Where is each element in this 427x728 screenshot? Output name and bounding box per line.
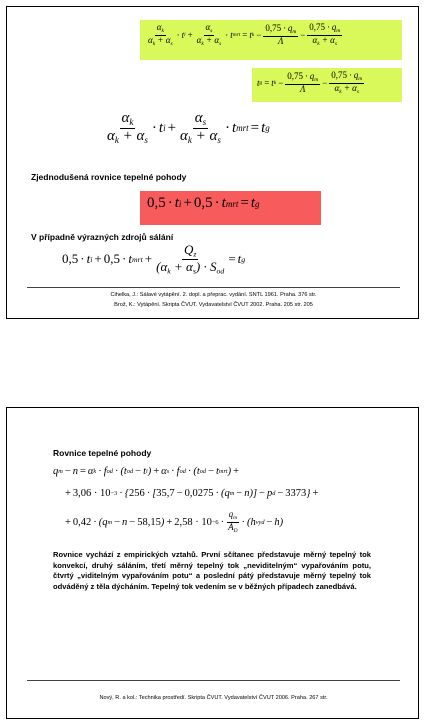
formula-simplified: 0,5 · t i + 0,5 · t mrt = t g xyxy=(147,195,260,211)
reference-cihelka: Cihelka, J.: Sálavé vytápění. 2. dopl. a přeprac. vydání. SNTL 1961. Praha. 376 str. xyxy=(110,292,317,298)
reference-divider xyxy=(27,287,400,288)
references-slide-1 xyxy=(7,290,420,310)
slide-2-paragraph: Rovnice vychází z empirických vztahů. První sčítanec představuje měrný tepelný tok konvekcí, druhý sáláním, třetí měrný tepelný tok „neviditelným“ vypařováním potu, čtvrtý „viditelným vypařováním potu“ a poslední pátý představuje měrný tepelný tok odváděný z těla dýcháním. Tepelný tok vedením se v běžných případech zanedbává. xyxy=(53,550,371,592)
reference-novy: Nový, R. a kol.: Technika prostředí. Skripta ČVUT. Vydavatelství ČVUT 2006. Praha. 267 str. xyxy=(99,695,328,701)
formula-heat-balance-line-3: + 0,42 · (q m − n − 58,15 ) + 2,58 · 10 −6 · $\frac{q_m}{A_D}$ · (h vyd − h) xyxy=(65,509,284,534)
formula-heat-balance-line-2: + 3,06 · 10 −3 · { 256 · [ 35,7 − 0,0275 · (q m − n)] − p d − 3373 } + xyxy=(65,488,319,499)
reference-divider-2 xyxy=(27,680,400,681)
formula-tg: t g = t k − $\frac{0,75 \cdot q_m}{\Lambda}$ − $\frac{0,75 \cdot q_m}{\alpha_k + \alpha_s}$ xyxy=(257,70,363,95)
formula-general-tk: $\frac{\alpha_k}{\alpha_k + \alpha_s}$ · t i + $\frac{\alpha_s}{\alpha_k + \alpha_s}$ · t mrt = t k − $\frac{0,75 \cdot q_m}{\Lambda}$ − $\frac{0,75 \cdot q_m}{\alpha_k + \alpha_s}$ xyxy=(148,22,341,47)
slide-2 xyxy=(6,407,419,719)
formula-radiation: 0,5 · t i + 0,5 · t mrt + $\frac{Q_z}{(\alpha_k + \alpha_s) \cdot S_{od}}$ = t g xyxy=(62,242,246,276)
formula-heat-balance-line-1: q m − n = α k · f od · (t od − t i ) + α s · f od · (t od − t mrt ) + xyxy=(53,466,240,477)
slide-2-title: Rovnice tepelné pohody xyxy=(53,448,152,458)
heading-radiation-sources: V případně výrazných zdrojů sálání xyxy=(31,232,174,242)
heading-simplified-equation: Zjednodušená rovnice tepelné pohody xyxy=(31,172,187,182)
formula-weighted-tg: $\frac{\alpha_k}{\alpha_k + \alpha_s}$ · t i + $\frac{\alpha_s}{\alpha_k + \alpha_s}$ · t mrt = t g xyxy=(107,110,270,145)
slide-1 xyxy=(6,6,419,319)
reference-broz: Brož, K.: Vytápění. Skripta ČVUT. Vydavatelství ČVUT 2002. Praha. 205 str. 205 xyxy=(114,302,313,308)
